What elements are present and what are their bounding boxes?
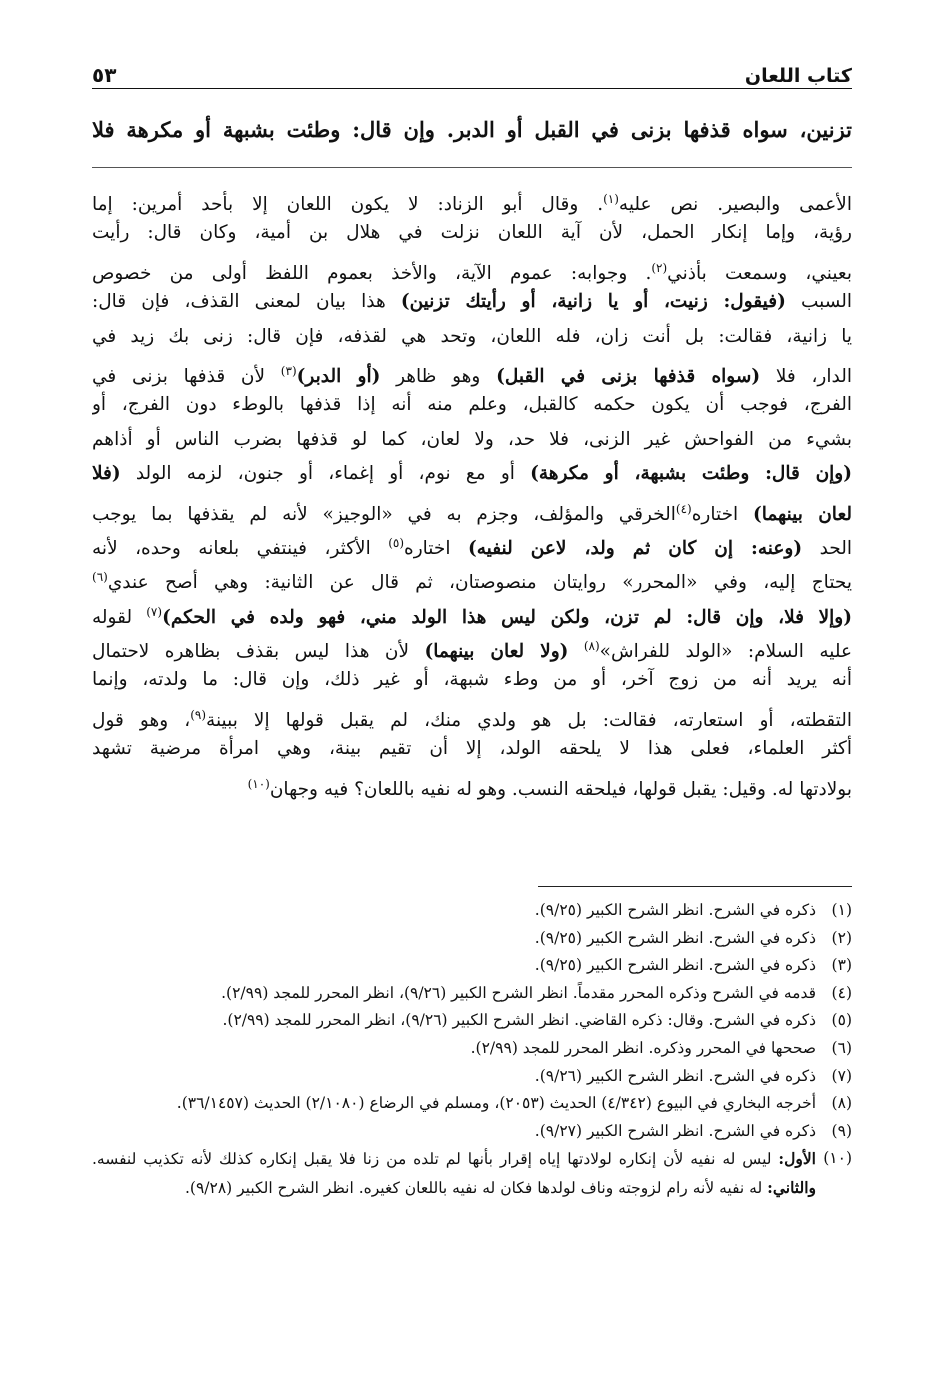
commentary-segment: الفرج، فوجب أن يكون حكمه كالقبل، وعلم منه أنه إذا قذفها بالوطء دون الفرج، أو xyxy=(92,394,852,416)
footnote-number: (٤) xyxy=(831,983,852,1002)
commentary-text xyxy=(92,182,852,801)
commentary-segment xyxy=(568,641,583,662)
footnote-number: (٥) xyxy=(831,1011,852,1030)
footnote-reference: (٩) xyxy=(190,707,207,722)
footnote-number: (٦) xyxy=(831,1038,852,1057)
commentary-line xyxy=(92,698,852,732)
matn-quote: (فيقول: زنيت، أو يا زانية، أو رأيتك تزنين) xyxy=(400,291,786,313)
commentary-segment: يا زانية، فقالت: بل أنت زان، فله اللعان، وتحد هي لقذفه، فإن قال: زنى بك زيد في xyxy=(92,325,852,347)
footnote-text: ذكره في الشرح. انظر الشرح الكبير (٩/٢٥). xyxy=(534,901,816,919)
footnote-reference: (٢) xyxy=(651,260,668,275)
commentary-segment: رؤية، وإما إنكار الحمل، لأن آية اللعان نزلت في هلال بن أمية، وكان قال: رأيت xyxy=(92,222,852,244)
footnote-item xyxy=(92,1118,852,1146)
commentary-segment: . وجوابه: عموم الآية، والأخذ بعموم اللفظ أولى من خصوص xyxy=(92,262,652,284)
commentary-line xyxy=(92,629,852,663)
footnote-item xyxy=(92,1063,852,1091)
footnote-number: (٨) xyxy=(831,1094,852,1113)
commentary-line xyxy=(92,732,852,766)
commentary-segment: اختاره xyxy=(404,538,468,560)
commentary-line xyxy=(92,457,852,491)
footnote-text: ذكره في الشرح. انظر الشرح الكبير (٩/٢٦). xyxy=(534,1066,816,1085)
footnote-segment: ليس له نفيه لأن إنكاره لولادتها إياه إقرار بأنها لم تلده من زنا فلا يقبل إنكاره كذلك لأنه تكذيب لنفسه. xyxy=(92,1150,779,1169)
commentary-segment: بولادتها له. وقيل: يقبل قولها، فيلحقه النسب. وهو له نفيه باللعان؟ فيه وجهان xyxy=(269,778,852,800)
commentary-line xyxy=(92,595,852,629)
footnote-number: (٧) xyxy=(831,1066,852,1085)
commentary-segment: الحد xyxy=(802,538,852,560)
header-rule xyxy=(92,88,852,89)
commentary-segment: عليه السلام: «الولد للفراش» xyxy=(599,641,852,663)
footnotes xyxy=(92,897,852,1203)
commentary-line xyxy=(92,182,852,216)
commentary-line xyxy=(92,354,852,388)
commentary-line xyxy=(92,526,852,560)
commentary-segment: هذا بيان لمعنى القذف، فإن قال: xyxy=(92,291,401,313)
commentary-segment: ، وهو قول xyxy=(92,710,191,732)
footnote-text: ذكره في الشرح. انظر الشرح الكبير (٩/٢٥). xyxy=(534,956,816,975)
footnote-item xyxy=(92,1007,852,1035)
footnote-reference: (٤) xyxy=(675,501,692,516)
footnote-reference: (٣) xyxy=(280,363,297,378)
matn-quote: (ولا لعان بينهما) xyxy=(424,641,569,663)
commentary-segment: الأكثر، فينتفي بلعانه وحده، لأنه xyxy=(92,538,389,560)
footnote-reference: (٧) xyxy=(146,604,163,619)
footnote-item xyxy=(92,897,852,925)
footnote-text: ذكره في الشرح. انظر الشرح الكبير (٩/٢٧). xyxy=(534,1121,816,1140)
footnote-text: أخرجه البخاري في البيوع (٤/٣٤٢) الحديث (٢٠٥٣)، ومسلم في الرضاع (٢/١٠٨٠) الحديث (٣٦/١٤٥٧). xyxy=(176,1094,816,1113)
footnote-number: (٩) xyxy=(831,1121,852,1140)
commentary-segment: السبب xyxy=(785,291,852,313)
commentary-line xyxy=(92,285,852,319)
commentary-segment: أنه يريد أنه من زوج آخر، أو من وطء شبهة، أو غير ذلك، وإن قال: ما ولدته، وإنما xyxy=(92,669,852,691)
commentary-segment: يحتاج إليه، وفي «المحرر» روايتان منصوصتان، ثم قال عن الثانية: وهي أصح عندي xyxy=(107,572,852,594)
page-number: ٥٣ xyxy=(92,63,117,87)
footnote-label: والثاني: xyxy=(767,1177,816,1197)
footnote-text: ذكره في الشرح. وقال: ذكره القاضي. انظر الشرح الكبير (٩/٢٦)، انظر المحرر للمجد (٢/٩٩). xyxy=(222,1011,816,1030)
commentary-line xyxy=(92,251,852,285)
commentary-line xyxy=(92,767,852,801)
page-header xyxy=(92,55,852,87)
commentary-segment: لقوله xyxy=(92,606,147,628)
commentary-line xyxy=(92,663,852,697)
footnote-item xyxy=(92,1145,852,1202)
commentary-segment: وهو ظاهر xyxy=(380,366,497,388)
footnote-segment: له نفيه لأنه رام لزوجته وناف لولدها فكان له نفيه باللعان كغيره. انظر الشرح الكبير (٩/٢٨). xyxy=(184,1178,768,1197)
footnote-number: (١) xyxy=(831,901,852,919)
matn-quote: (سواه قذفها بزنى في القبل) xyxy=(496,366,761,388)
matn-quote: (فلا xyxy=(92,463,121,485)
footnote-reference: (١٠) xyxy=(247,776,270,791)
footnote-rule xyxy=(538,886,852,887)
footnote-item xyxy=(92,925,852,953)
footnote-reference: (٥) xyxy=(388,535,405,550)
footnote-number: (٢) xyxy=(831,928,852,947)
matn-text: تزنين، سواه قذفها بزنى في القبل أو الدبر. وإن قال: وطئت بشبهة أو مكرهة فلا xyxy=(92,117,852,142)
commentary-segment: الدار، فلا xyxy=(760,366,852,388)
matn-separator xyxy=(92,167,852,168)
footnote-text: صححها في المحرر وذكره. انظر المحرر للمجد (٢/٩٩). xyxy=(470,1038,816,1057)
footnote-number: (١٠) xyxy=(823,1149,852,1168)
footnote-reference: (١) xyxy=(603,192,619,206)
footnote-text: ذكره في الشرح. انظر الشرح الكبير (٩/٢٥). xyxy=(534,928,816,947)
footnote-reference: (٨) xyxy=(583,639,600,654)
matn-quote: (أو الدبر) xyxy=(296,366,381,388)
footnote-label: الأول: xyxy=(778,1149,816,1169)
commentary-segment: بعيني، وسمعت بأذني xyxy=(667,262,852,284)
commentary-line xyxy=(92,388,852,422)
footnote-reference: (٦) xyxy=(92,570,108,585)
footnote-item xyxy=(92,1035,852,1063)
commentary-segment: أكثر العلماء، فعلى هذا لا يلحقه الولد، إلا أن تقيم بينة، وهي امرأة مرضية تشهد xyxy=(92,738,852,760)
footnote-number: (٣) xyxy=(831,956,852,975)
commentary-segment: لأن هذا ليس بقذف بظاهره لاحتمال xyxy=(92,641,425,663)
running-title: كتاب اللعان xyxy=(744,65,852,87)
matn-quote: (وعنه: إن كان ثم ولد، لاعن لنفيه) xyxy=(467,538,803,560)
commentary-segment: أو مع نوم، أو إغماء، أو جنون، لزمه الولد xyxy=(120,463,531,485)
commentary-segment: . وقال أبو الزناد: لا يكون اللعان إلا بأحد أمرين: إما xyxy=(92,194,604,216)
matn-quote: لعان بينهما) xyxy=(752,503,852,525)
commentary-line xyxy=(92,320,852,354)
footnote-text xyxy=(92,1145,816,1202)
commentary-line xyxy=(92,560,852,594)
commentary-segment: بشيء من الفواحش غير الزنى، فلا حد، ولا لعان، كما لو قذفها بضرب الناس أو أذاهم xyxy=(92,428,852,450)
commentary-segment: التقطته، أو استعارته، فقالت: بل هو ولدي منك، لم يقبل قولها إلا ببينة xyxy=(206,710,852,732)
footnote-item xyxy=(92,1090,852,1118)
footnote-item xyxy=(92,952,852,980)
commentary-segment: الخرقي والمؤلف، وجزم به في «الوجيز» لأنه لم يقذفها بما يوجب xyxy=(92,503,676,525)
commentary-line xyxy=(92,492,852,526)
commentary-segment: لأن قذفها بزنى في xyxy=(92,366,281,388)
commentary-segment: الأعمى والبصير. نص عليه xyxy=(618,194,852,216)
commentary-line xyxy=(92,423,852,457)
commentary-segment: اختاره xyxy=(691,503,753,525)
commentary-line xyxy=(92,216,852,250)
footnote-text: قدمه في الشرح وذكره المحرر مقدماً. انظر الشرح الكبير (٩/٢٦)، انظر المحرر للمجد (٢/٩٩). xyxy=(221,983,816,1002)
footnote-item xyxy=(92,980,852,1008)
matn-quote: (وإلا فلا، وإن قال: لم تزن، ولكن ليس هذا الولد مني، فهو ولده في الحكم) xyxy=(162,606,852,628)
matn-quote: (وإن قال: وطئت بشبهة، أو مكرهة) xyxy=(530,463,852,485)
